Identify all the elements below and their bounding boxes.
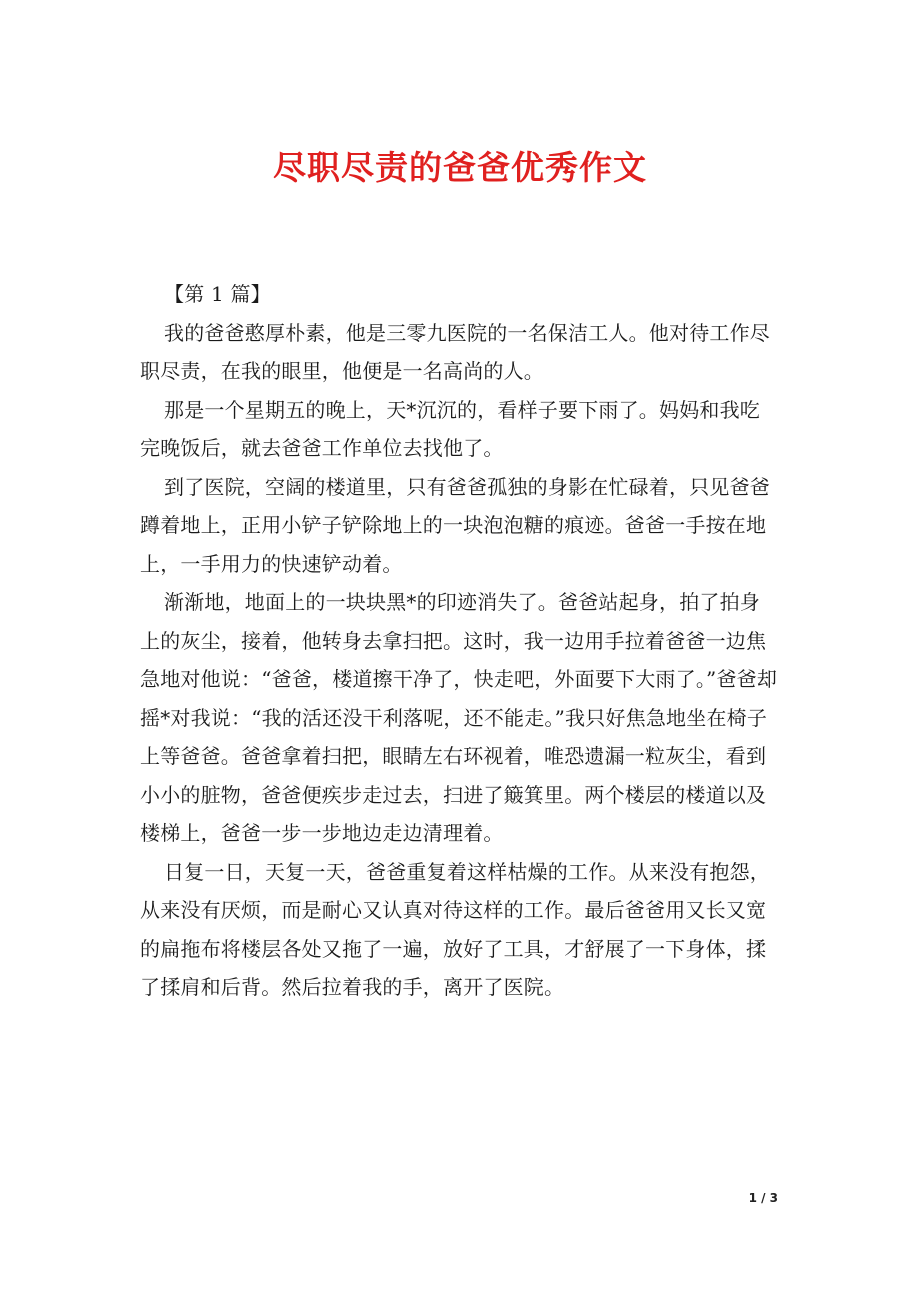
section-label: 【第 1 篇】	[164, 282, 271, 306]
document-title: 尽职尽责的爸爸优秀作文	[273, 148, 647, 187]
paragraph-3: 到了医院，空阔的楼道里，只有爸爸孤独的身影在忙碌着，只见爸爸蹲着地上，正用小铲子铲除地上的一块泡泡糖的痕迹。爸爸一手按在地上，一手用力的快速铲动着。	[140, 474, 770, 576]
paragraph-2: 那是一个星期五的晚上，天*沉沉的，看样子要下雨了。妈妈和我吃完晚饭后，就去爸爸工作单位去找他了。	[140, 397, 760, 460]
paragraph-5: 日复一日，天复一天，爸爸重复着这样枯燥的工作。从来没有抱怨，从来没有厌烦，而是耐心又认真对待这样的工作。最后爸爸用又长又宽的扁拖布将楼层各处又拖了一遍，放好了工具，才舒展了一下身体，揉了揉肩和后背。然后拉着我的手，离开了医院。	[140, 859, 770, 999]
paragraph-4: 渐渐地，地面上的一块块黑*的印迹消失了。爸爸站起身，拍了拍身上的灰尘，接着，他转身去拿扫把。这时，我一边用手拉着爸爸一边焦急地对他说：“爸爸，楼道擦干净了，快走吧，外面要下大雨了。”爸爸却摇*对我说：“我的活还没干利落呢，还不能走。”我只好焦急地坐在椅子上等爸爸。爸爸拿着扫把，眼睛左右环视着，唯恐遗漏一粒灰尘，看到小小的脏物，爸爸便疾步走过去，扫进了簸箕里。两个楼层的楼道以及楼梯上，爸爸一步一步地边走边清理着。	[140, 590, 778, 845]
page-number: 1 / 3	[748, 1191, 778, 1205]
paragraph-1: 我的爸爸憨厚朴素，他是三零九医院的一名保洁工人。他对待工作尽职尽责，在我的眼里，他便是一名高尚的人。	[140, 320, 770, 383]
document-body	[140, 275, 780, 1007]
